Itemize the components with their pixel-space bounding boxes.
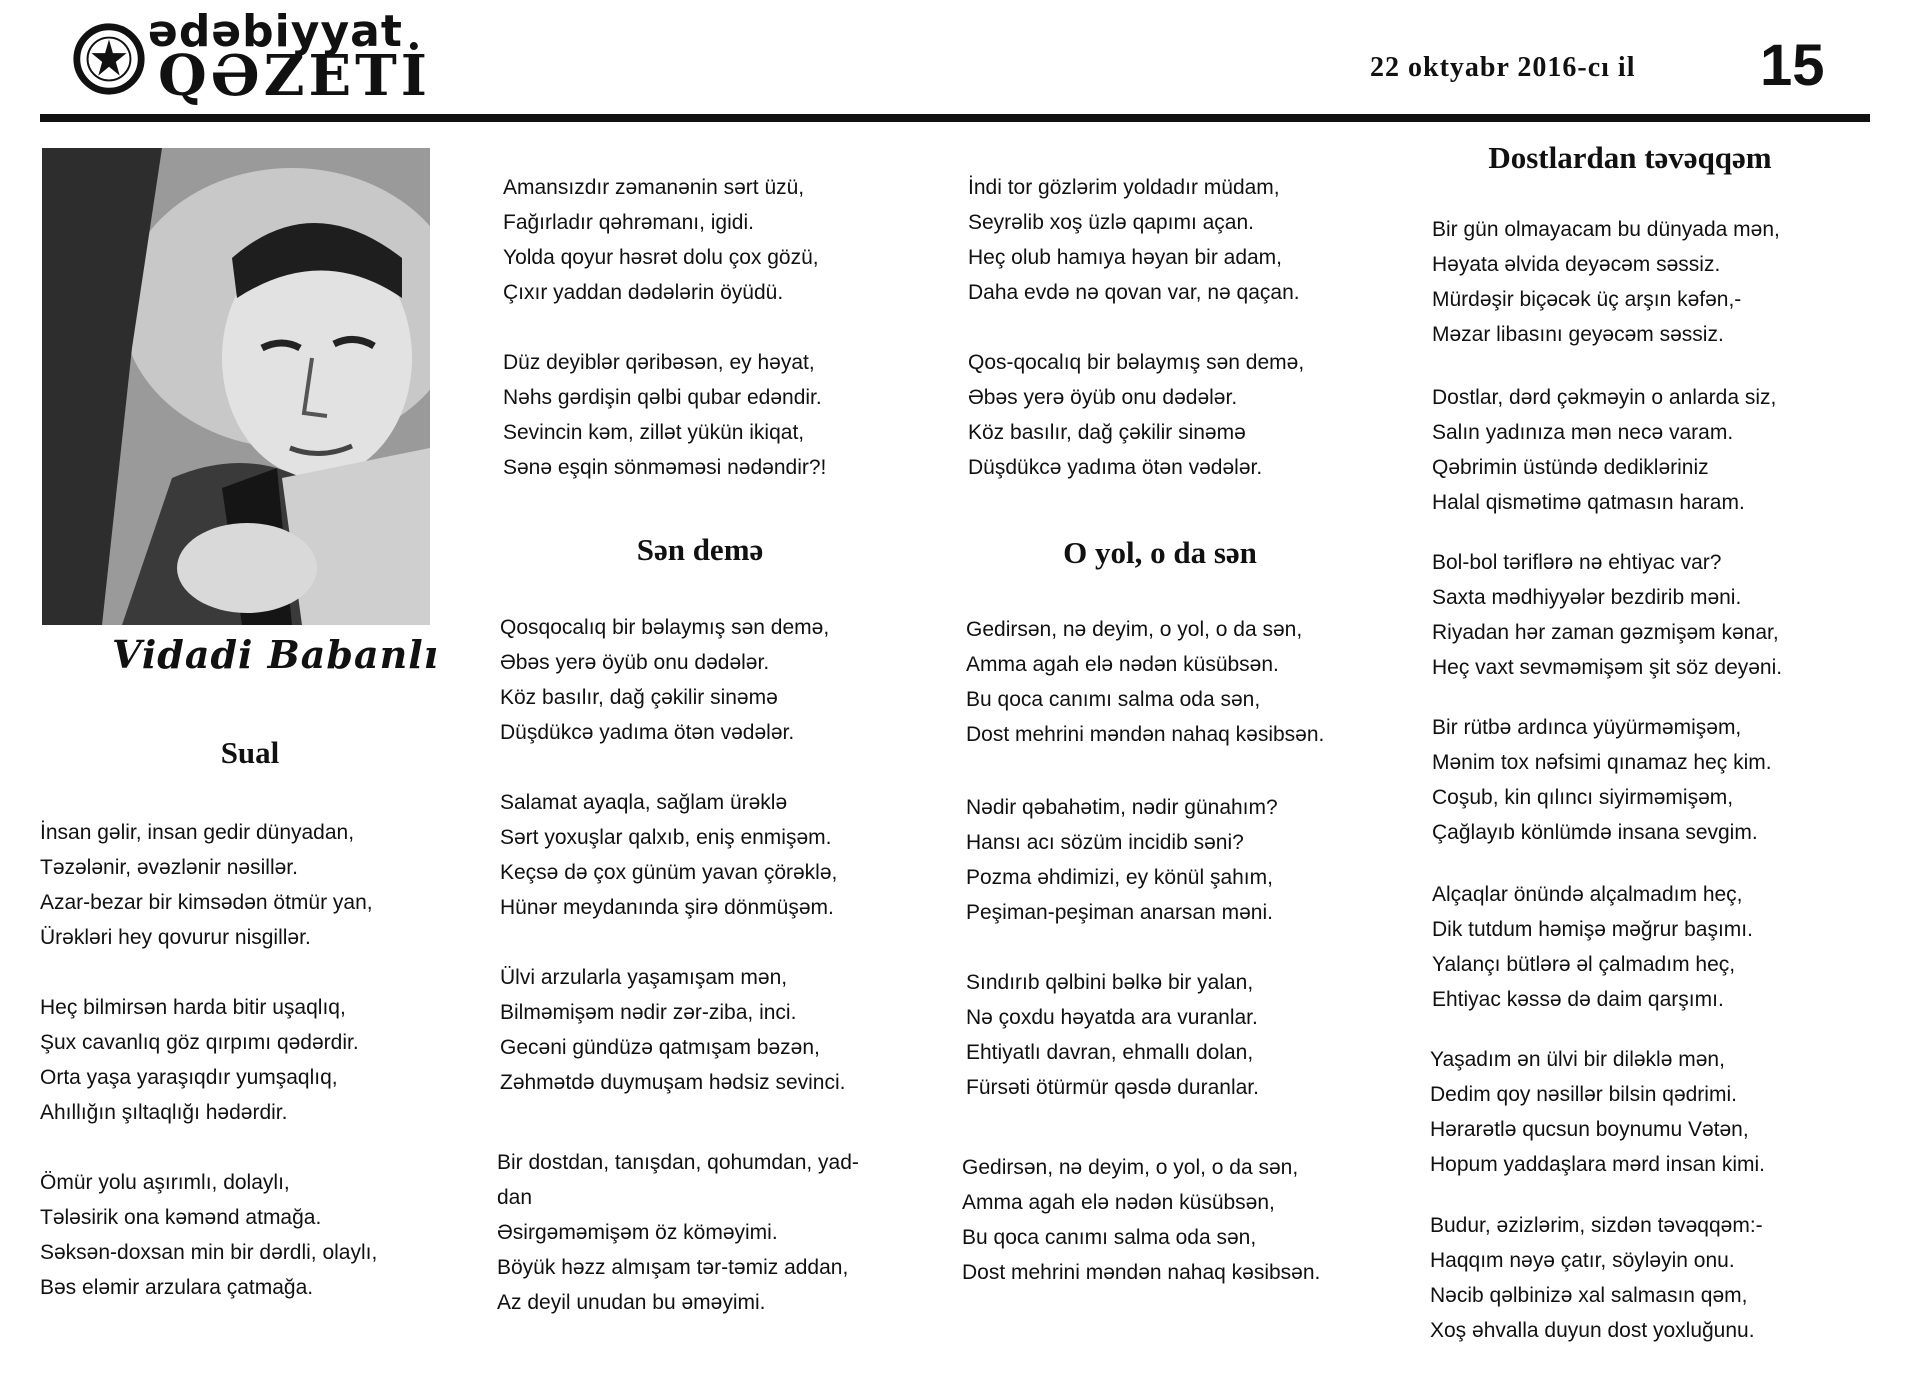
poem-line: Bu qoca canımı salma oda sən, [962,1226,1257,1249]
poem-line: Nəhs gərdişin qəlbi qubar edəndir. [503,386,822,409]
poem-stanza [500,610,829,750]
poem-stanza [966,612,1324,752]
poem-line: Salın yadınıza mən necə varam. [1432,421,1734,444]
poem-line: Peşiman-peşiman anarsan məni. [966,901,1273,924]
poem-line: Əbəs yerə öyüb onu dədələr. [500,651,770,674]
author-portrait [42,148,430,625]
poem-line: Pozma əhdimizi, ey könül şahım, [966,866,1273,889]
poem-line: Çıxır yaddan dədələrin öyüdü. [503,281,784,304]
issue-date: 22 oktyabr 2016-cı il [1370,52,1636,83]
poem-line: Qəbrimin üstündə dedikləriniz [1432,456,1709,479]
poem-line: Bəs eləmir arzulara çatmağa. [40,1276,314,1299]
poem-line: Hünər meydanında şirə dönmüşəm. [500,896,834,919]
poem-line: Yalançı bütlərə əl çalmadım heç, [1432,953,1736,976]
poem-line: Sevincin kəm, zillət yükün ikiqat, [503,421,805,444]
poem-stanza [40,815,373,955]
poem-line: Hərarətlə qucsun boynumu Vətən, [1430,1118,1749,1141]
poem-stanza [1430,1208,1763,1348]
poem-title-dostlardan: Dostlardan təvəqqəm [1488,140,1772,175]
poem-stanza [40,1165,377,1305]
poem-line: Amma agah elə nədən küsübsən. [966,653,1279,676]
poem-line: Hopum yaddaşlara mərd insan kimi. [1430,1153,1765,1176]
poem-line: Heç bilmirsən harda bitir uşaqlıq, [40,996,346,1019]
poem-line: Heç vaxt sevməmişəm şit söz deyəni. [1432,656,1783,679]
poem-line: Daha evdə nə qovan var, nə qaçan. [968,281,1300,304]
poem-stanza [1430,1042,1765,1182]
poem-line: Səksən-doxsan min bir dərdli, olaylı, [40,1241,378,1264]
poem-line: İndi tor gözlərim yoldadır müdam, [968,176,1280,199]
poem-line: Amansızdır zəmanənin sərt üzü, [503,176,805,199]
poem-line: Yaşadım ən ülvi bir diləklə mən, [1430,1048,1725,1071]
poem-line: Dik tutdum həmişə məğrur başımı. [1432,918,1753,941]
header-rule [40,114,1870,122]
poem-line: Qos-qocalıq bir bəlaymış sən demə, [968,351,1305,374]
poem-line: Təzələnir, əvəzlənir nəsillər. [40,856,298,879]
poem-title-o-yol: O yol, o da sən [1063,535,1257,570]
poem-line: Fürsəti ötürmür qəsdə duranlar. [966,1076,1259,1099]
poem-line: Saxta mədhiyyələr bezdirib məni. [1432,586,1742,609]
poem-stanza [962,1150,1320,1290]
poem-line: Ömür yolu aşırımlı, dolaylı, [40,1171,290,1194]
poem-line: Gecəni gündüzə qatmışam bəzən, [500,1036,820,1059]
poem-line: Köz basılır, dağ çəkilir sinəmə [500,686,778,709]
poem-line: Az deyil unudan bu əməyimi. [497,1291,766,1314]
poem-stanza [968,345,1304,485]
poem-line: Dostlar, dərd çəkməyin o anlarda siz, [1432,386,1777,409]
poem-line: Məzar libasını geyəcəm səssiz. [1432,323,1724,346]
poem-line: Bu qoca canımı salma oda sən, [966,688,1261,711]
poem-line: Bilməmişəm nədir zər-ziba, inci. [500,1001,797,1024]
page-number: 15 [1760,33,1825,98]
poem-stanza [1432,877,1753,1017]
masthead-title-bottom: QƏZETİ [158,43,431,109]
poem-line: Şux cavanlıq göz qırpımı qədərdir. [40,1031,359,1054]
poem-line: Düz deyiblər qəribəsən, ey həyat, [503,351,815,374]
poem-line: Qosqocalıq bir bəlaymış sən demə, [500,616,830,639]
poem-line: Həyata əlvida deyəcəm səssiz. [1432,253,1721,276]
poem-line: Coşub, kin qılıncı siyirməmişəm, [1432,786,1734,809]
poem-stanza [500,960,846,1100]
poem-stanza [966,790,1278,930]
poem-line: Sənə eşqin sönməməsi nədəndir?! [503,456,827,479]
poem-line: Dost mehrini məndən nahaq kəsibsən. [962,1261,1321,1284]
poem-stanza [40,990,359,1130]
poem-line: Hansı acı sözüm incidib səni? [966,831,1244,854]
poem-title-sual: Sual [220,735,280,770]
poem-line: Haqqım nəyə çatır, söyləyin onu. [1430,1249,1735,1272]
poem-line: Düşdükcə yadıma ötən vədələr. [500,721,795,744]
poem-line: Bir dostdan, tanışdan, qohumdan, yad- [497,1151,859,1174]
poem-line: Tələsirik ona kəmənd atmağa. [40,1206,322,1229]
poem-stanza [1432,212,1780,352]
poem-line: Azar-bezar bir kimsədən ötmür yan, [40,891,373,914]
poem-title-sen-deme: Sən demə [636,532,764,567]
poem-line: Yolda qoyur həsrət dolu çox gözü, [503,246,819,269]
poem-stanza [1432,380,1776,520]
poem-line: Riyadan hər zaman gəzmişəm kənar, [1432,621,1779,644]
poem-line: İnsan gəlir, insan gedir dünyadan, [40,821,355,844]
poem-line: Budur, əzizlərim, sizdən təvəqqəm:- [1430,1214,1763,1237]
newspaper-masthead [60,6,431,109]
poem-line: Nə çoxdu həyatda ara vuranlar. [966,1006,1258,1029]
poem-stanza [968,170,1300,310]
poem-stanza [1432,545,1782,685]
poem-stanza [500,785,837,925]
poem-line: Seyrəlib xoş üzlə qapımı açan. [968,211,1254,234]
poem-line: Sərt yoxuşlar qalxıb, eniş enmişəm. [500,826,832,849]
poem-line: Ahıllığın şıltaqlığı hədərdir. [40,1101,288,1124]
poem-line: Bol-bol təriflərə nə ehtiyac var? [1432,551,1722,574]
poem-line: Orta yaşa yaraşıqdır yumşaqlıq, [40,1066,338,1089]
poem-line: Çağlayıb könlümdə insana sevgim. [1432,821,1758,844]
poem-line: Əsirgəməmişəm öz köməyimi. [497,1221,778,1244]
poem-line: Gedirsən, nə deyim, o yol, o da sən, [966,618,1303,641]
poem-line: Böyük həzz almışam tər-təmiz addan, [497,1256,849,1279]
poem-stanza [503,170,819,310]
poem-line: Nədir qəbahətim, nədir günahım? [966,796,1278,819]
poem-line: dan [497,1186,533,1209]
poem-line: Ülvi arzularla yaşamışam mən, [500,966,788,989]
poem-line: Gedirsən, nə deyim, o yol, o da sən, [962,1156,1299,1179]
poem-line: Dedim qoy nəsillər bilsin qədrimi. [1430,1083,1737,1106]
poem-stanza [1432,710,1772,850]
poem-line: Ehtiyac kəssə də daim qarşımı. [1432,988,1724,1011]
poem-line: Mürdəşir biçəcək üç arşın kəfən,- [1432,288,1742,311]
poem-line: Köz basılır, dağ çəkilir sinəmə [968,421,1246,444]
poem-line: Ürəkləri hey qovurur nisgillər. [40,926,311,949]
poem-line: Alçaqlar önündə alçalmadım heç, [1432,883,1743,906]
poem-line: Bir gün olmayacam bu dünyada mən, [1432,218,1780,241]
poem-line: Zəhmətdə duymuşam hədsiz sevinci. [500,1071,846,1094]
poem-stanza [966,965,1259,1105]
star-emblem-icon [70,20,148,98]
poem-line: Sındırıb qəlbini bəlkə bir yalan, [966,971,1254,994]
poem-line: Düşdükcə yadıma ötən vədələr. [968,456,1263,479]
poem-line: Fağırladır qəhrəmanı, igidi. [503,211,754,234]
poem-line: Ehtiyatlı davran, ehmallı dolan, [966,1041,1254,1064]
poem-line: Bir rütbə ardınca yüyürməmişəm, [1432,716,1742,739]
poem-line: Amma agah elə nədən küsübsən, [962,1191,1275,1214]
poem-stanza [503,345,826,485]
poem-line: Mənim tox nəfsimi qınamaz heç kim. [1432,751,1772,774]
poem-line: Əbəs yerə öyüb onu dədələr. [968,386,1238,409]
author-signature: Vidadi Babanlı [112,632,440,677]
poem-line: Halal qismətimə qatmasın haram. [1432,491,1745,514]
poem-line: Heç olub hamıya həyan bir adam, [968,246,1283,269]
poem-line: Nəcib qəlbinizə xal salmasın qəm, [1430,1284,1748,1307]
masthead-title-top: ədəbiyyat [148,6,403,57]
poem-line: Dost mehrini məndən nahaq kəsibsən. [966,723,1325,746]
poem-line: Xoş əhvalla duyun dost yoxluğunu. [1430,1319,1755,1342]
poem-stanza [497,1145,859,1320]
poem-line: Keçsə də çox günüm yavan çörəklə, [500,861,838,884]
poem-line: Salamat ayaqla, sağlam ürəklə [500,791,788,814]
